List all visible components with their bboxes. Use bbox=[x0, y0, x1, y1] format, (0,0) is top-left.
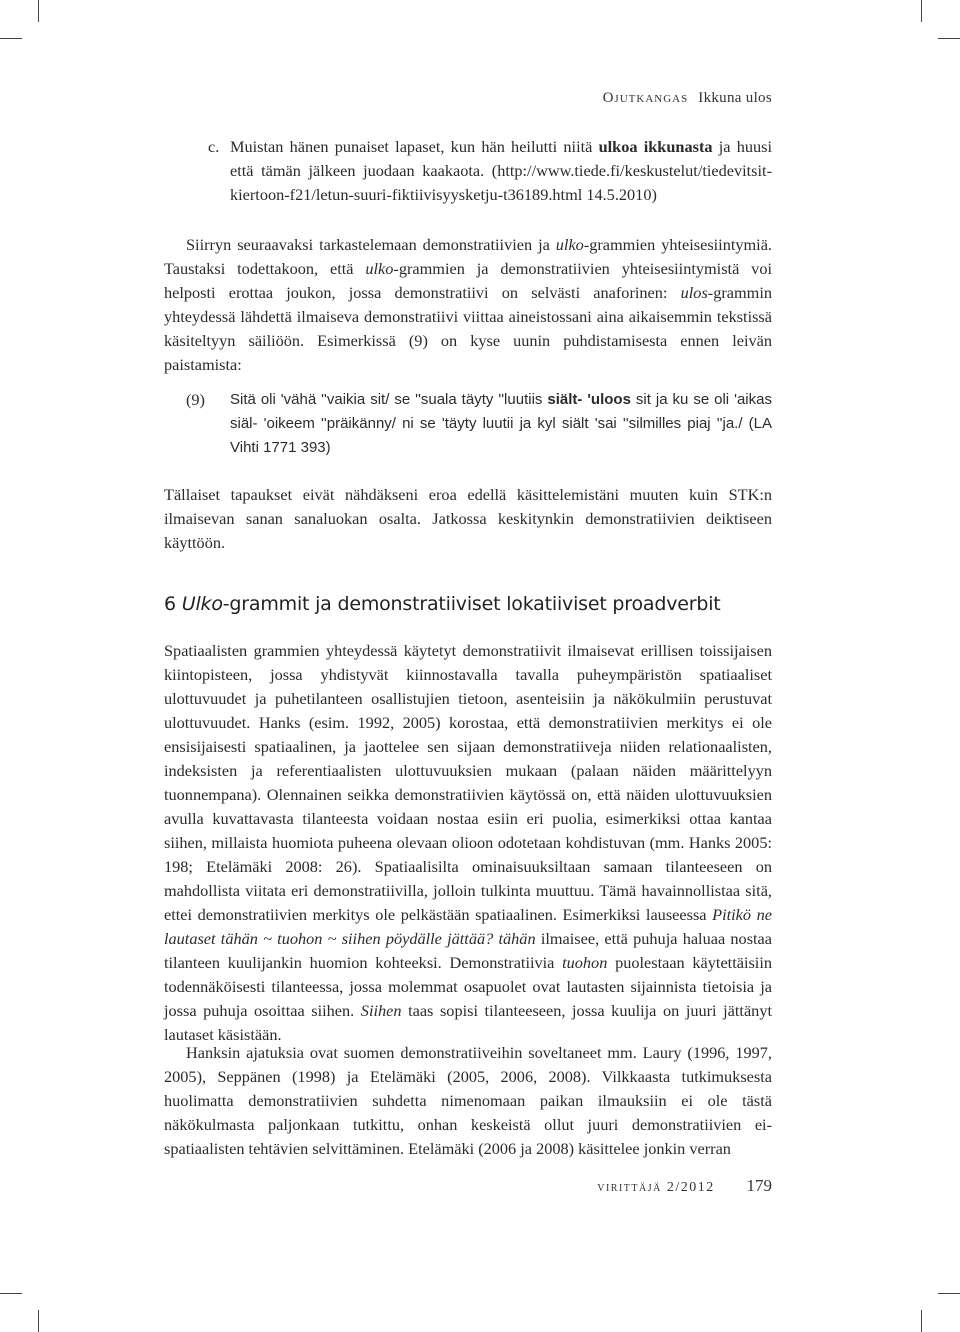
crop-mark bbox=[938, 38, 960, 39]
page-footer bbox=[164, 1176, 772, 1196]
crop-mark bbox=[38, 1310, 39, 1332]
crop-mark bbox=[938, 1293, 960, 1294]
section-heading bbox=[164, 593, 772, 615]
example-text: Sitä oli 'vähä ''vaikia sit/ se ''suala täyty ''luutiis siält- 'uloos sit ja ku se oli 'aikas siäl- 'oikeem ''präikänny/ ni se 'täyty luutii ja kyl siält 'sai ''silmilles piaj ''ja./ (LA Vihti 1771 393) bbox=[230, 391, 772, 456]
journal-name: virittäjä 2/2012 bbox=[597, 1180, 715, 1195]
section-title-italic: Ulko bbox=[181, 593, 223, 615]
page-number: 179 bbox=[746, 1176, 772, 1195]
crop-mark bbox=[921, 0, 922, 22]
paragraph: Hanksin ajatuksia ovat suomen demonstratiiveihin soveltaneet mm. Laury (1996, 1997, 2005), Seppänen (1998) ja Etelämäki (2005, 2006, 2008). Vilkkaasta tutkimuksesta huolimatta demonstratiivien suhdetta nimenomaan paikan ilmauksiin ei ole tästä näkökulmasta paljonkaan tutkittu, onhan keskeistä ollut juuri demonstratiivien ei-spatiaalisten tehtävien selvittäminen. Etelämäki (2006 ja 2008) käsittelee jonkin verran bbox=[164, 1043, 772, 1158]
paragraph: Spatiaalisten grammien yhteydessä käytetyt demonstratiivit ilmaisevat erillisen toissijaisen kiintopisteen, jossa yhdistyvät kiinnostavalla tavalla puheympäristön spatiaaliset ulottuvuudet ja puhetilanteen osallistujien tietoon, asenteisiin ja näkökulmiin perustuvat ulottuvuudet. Hanks (esim. 1992, 2005) korostaa, että demonstratiivien merkitys ei ole ensisijaisesti spatiaalinen, ja jaottelee sen sijaan demonstratiiveja niiden relationaalisten, indeksisten ja referentiaalisten ulottuvuuksien mukaan (palaan näiden määrittelyyn tuonnempana). Olennainen seikka demonstratiivien käytössä on, että näiden ulottuvuuksien avulla kuvattavasta tilanteesta voidaan nostaa esiin eri puolia, esimerkiksi ottaa kantaa siihen, millaista huomiota puheena olevaan olioon odotetaan kohdistuvan (mm. Hanks 2005: 198; Etelämäki 2008: 26). Spatiaalisilta ominaisuuksiltaan samaan tilanteeseen on mahdollista viitata eri demonstratiivilla, jolloin tulkinta muuttuu. Tämä havainnollistaa sitä, ettei demonstratiivien merkitys ole pelkästään spatiaalinen. Esimerkiksi lauseessa Pitikö ne lautaset tähän ~ tuohon ~ siihen pöydälle jättää? tähän ilmaisee, että puhuja haluaa nostaa tilanteen kuulijankin huomion kohteeksi. Demonstratiivia tuohon puolestaan käytettäisiin todennäköisesti tilanteessa, jossa molemmat osapuolet ovat lautasten sijainnista tietoisia ja jossa puhuja osoittaa siihen. Siihen taas sopisi tilanteeseen, jossa kuulija on juuri jättänyt lautaset käsistään. bbox=[164, 641, 773, 1044]
crop-mark bbox=[0, 38, 22, 39]
paragraph: Siirryn seuraavaksi tarkastelemaan demonstratiivien ja ulko-grammien yhteisesiintymiä. Taustaksi todettakoon, että ulko-grammien ja demonstratiivien yhteisesiintymistä voi helposti erottaa joukon, jossa demonstratiivi on selvästi anaforinen: ulos-grammin yhteydessä lähdettä ilmaiseva demonstratiivi viittaa aineistossani aina aikaisemmin tekstissä käsiteltyyn säiliöön. Esimerkissä (9) on kyse uunin puhdistamisesta ennen leivän paistamista: bbox=[164, 235, 772, 374]
crop-mark bbox=[921, 1310, 922, 1332]
crop-mark bbox=[0, 1293, 22, 1294]
crop-mark bbox=[38, 0, 39, 22]
running-header-title: Ikkuna ulos bbox=[698, 90, 772, 106]
example-text: Muistan hänen punaiset lapaset, kun hän heilutti niitä ulkoa ikkunasta ja huusi että tämän jälkeen juodaan kaakaota. (http://www.tiede.fi/keskustelut/tiedevitsit-kiertoon-f21/letun-suuri-fiktiivisyysketju-t36189.html 14.5.2010) bbox=[230, 137, 772, 204]
example-label: c. bbox=[208, 137, 220, 156]
section-title: -grammit ja demonstratiiviset lokatiiviset proadverbit bbox=[222, 593, 721, 615]
example-label: (9) bbox=[186, 390, 205, 409]
section-number: 6 bbox=[164, 593, 176, 615]
running-header-author: Ojutkangas bbox=[602, 90, 689, 106]
paragraph: Tällaiset tapaukset eivät nähdäkseni eroa edellä käsittelemistäni muuten kuin STK:n ilmaisevan sanan sanaluokan osalta. Jatkossa keskitynkin demonstratiivien deiktiseen käyttöön. bbox=[164, 485, 772, 552]
running-header bbox=[164, 90, 772, 107]
